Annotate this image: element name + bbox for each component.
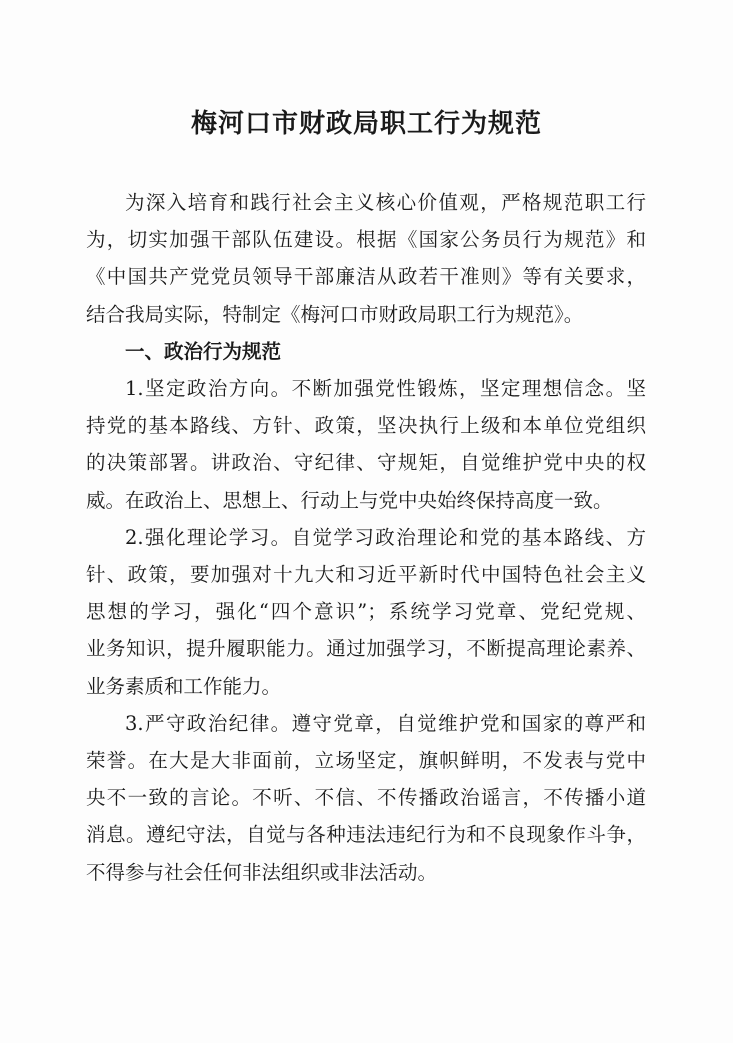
text-line: 消息。遵纪守法，自觉与各种违法违纪行为和不良现象作斗争， <box>86 823 646 847</box>
document-body <box>86 184 646 891</box>
text-line: 央不一致的言论。不听、不信、不传播政治谣言，不传播小道 <box>86 786 646 810</box>
item-1-paragraph <box>86 370 646 519</box>
section-heading: 一、政治行为规范 <box>125 339 282 363</box>
text-line: 持党的基本路线、方针、政策，坚决执行上级和本单位党组织 <box>86 414 646 438</box>
text-line: 荣誉。在大是大非面前，立场坚定，旗帜鲜明，不发表与党中 <box>86 749 646 773</box>
text-line: 《中国共产党党员领导干部廉洁从政若干准则》等有关要求， <box>86 265 646 289</box>
text-line: 思想的学习，强化“四个意识”；系统学习党章、党纪党规、 <box>86 600 646 624</box>
text-line: 威。在政治上、思想上、行动上与党中央始终保持高度一致。 <box>86 488 613 512</box>
text-line: 为，切实加强干部队伍建设。根据《国家公务员行为规范》和 <box>86 228 646 252</box>
text-line: 的决策部署。讲政治、守纪律、守规矩，自觉维护党中央的权 <box>86 451 646 475</box>
text-line: 业务知识，提升履职能力。通过加强学习，不断提高理论素养、 <box>86 637 646 661</box>
document-title: 梅河口市财政局职工行为规范 <box>190 109 542 139</box>
intro-paragraph <box>86 184 646 333</box>
text-line: 结合我局实际，特制定《梅河口市财政局职工行为规范》。 <box>86 302 584 326</box>
text-line: 针、政策，要加强对十九大和习近平新时代中国特色社会主义 <box>86 563 646 587</box>
text-line: 3.严守政治纪律。遵守党章，自觉维护党和国家的尊严和 <box>125 711 646 735</box>
item-3-paragraph <box>86 705 646 891</box>
text-line: 不得参与社会任何非法组织或非法活动。 <box>86 860 438 884</box>
text-line: 为深入培育和践行社会主义核心价值观，严格规范职工行 <box>125 191 646 214</box>
text-line: 1.坚定政治方向。不断加强党性锻炼，坚定理想信念。坚 <box>125 377 646 401</box>
text-line: 业务素质和工作能力。 <box>86 674 282 698</box>
item-2-paragraph <box>86 519 646 705</box>
text-line: 2.强化理论学习。自觉学习政治理论和党的基本路线、方 <box>125 525 646 549</box>
